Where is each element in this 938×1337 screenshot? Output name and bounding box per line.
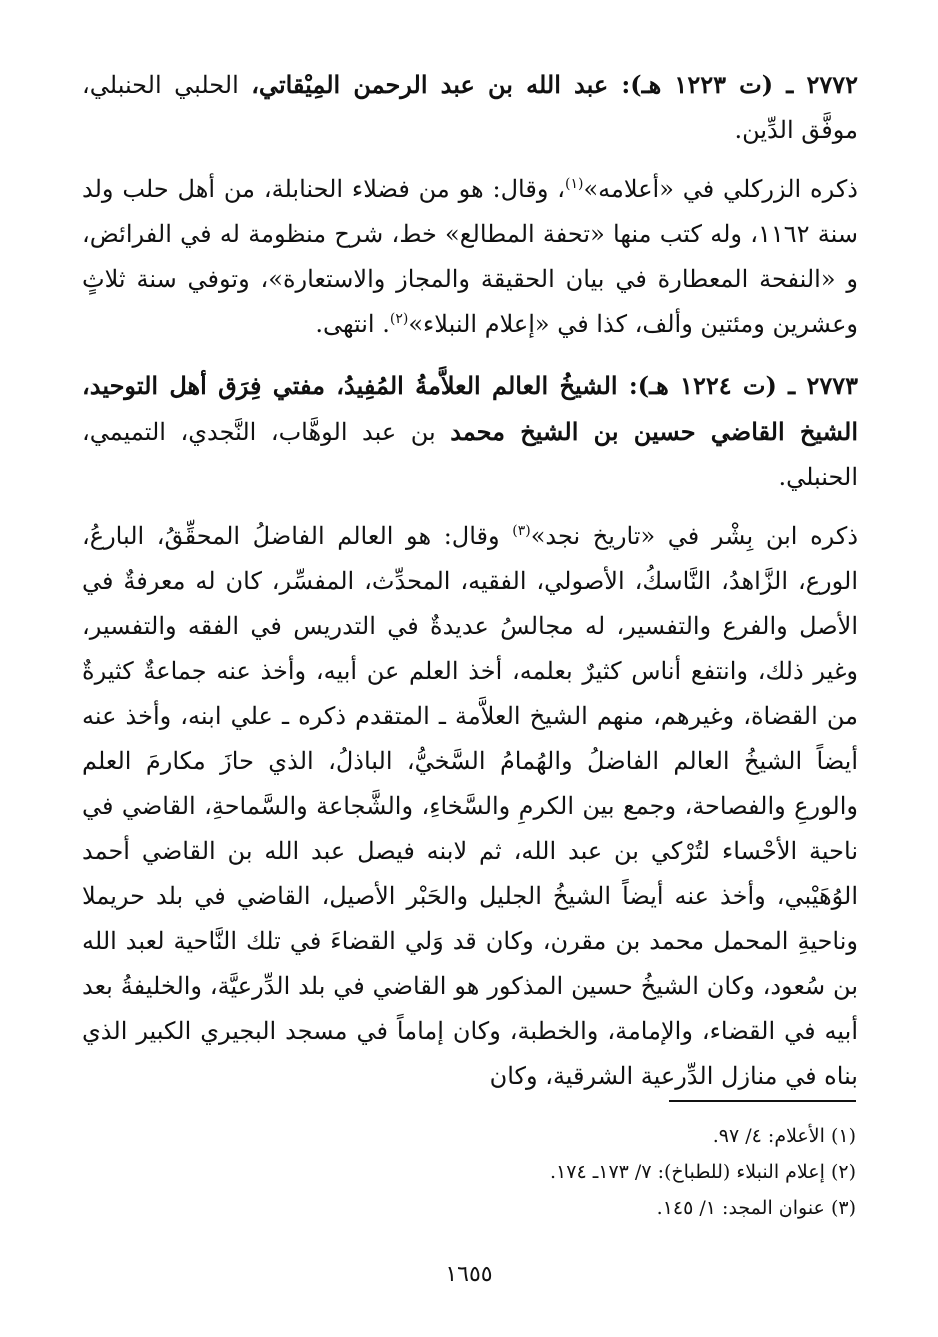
- entry-2772-paragraph: [82, 167, 858, 347]
- entry-2773-title: ٢٧٧٣ ـ (ت ١٢٢٤ هـ): الشيخُ العالم العلاَّمةُ المُفِيدُ، مفتي فِرَق أهل التوحيد، الشيخ القاضي حسين بن الشيخ محمد: [82, 371, 859, 446]
- footnote-ref-1: (١): [565, 176, 584, 192]
- entry-2773-text-b: وقال: هو العالم الفاضلُ المحقِّقُ، البارعُ، الورع، الزَّاهدُ، النَّاسكُ، الأصولي، الفقيه، المحدِّث، المفسِّر، كان له معرفةٌ في الأصل والفرع والتفسير، له مجالسُ عديدةٌ في التدريس في الفقه والتفسير، وغير ذلك، وانتفع أناس كثيرٌ بعلمه، أخذ العلم عن أبيه، وأخذ عنه جماعةٌ كثيرةٌ من القضاة، وغيرهم، منهم الشيخ العلاَّمة ـ المتقدم ذكره ـ علي ابنه، وأخذ عنه أيضاً الشيخُ العالم الفاضلُ والهُمامُ السَّخيُّ، الباذلُ، الذي حازَ مكارمَ العلم والورعِ والفصاحة، وجمع بين الكرمِ والسَّخاءِ، والشَّجاعة والسَّماحةِ، القاضي في ناحية الأحْساء لتُرْكي بن عبد الله، ثم لابنه فيصل عبد الله بن القاضي أحمد الوُهَيْبي، وأخذ عنه أيضاً الشيخُ الجليل والحَبْر الأصيل، القاضي في بلد حريملا وناحيةِ المحمل محمد بن مقرن، وكان قد وَلي القضاءَ في تلك النَّاحية لعبد الله بن سُعود، وكان الشيخُ حسين المذكور هو القاضي في بلد الدِّرعيَّة، والخليفةُ بعد أبيه في القضاء، والإمامة، والخطبة، وكان إماماً في مسجد البجيري الكبير الذي بناه في منازل الدِّرعية الشرقية، وكان: [82, 522, 859, 1090]
- footnote-item: [256, 1118, 856, 1154]
- footnotes: [256, 1118, 856, 1226]
- entry-2773-text-a: ذكره ابن بِشْر في «تاريخ نجد»: [530, 522, 858, 550]
- entry-2772-heading: [82, 62, 858, 153]
- page-number: ١٦٥٥: [445, 1262, 493, 1287]
- footnote-number: (٢): [830, 1161, 856, 1183]
- footnote-text: الأعلام: ٤/ ٩٧.: [712, 1125, 825, 1147]
- footnote-text: إعلام النبلاء (للطباخ): ٧/ ١٧٣ـ ١٧٤.: [549, 1161, 825, 1183]
- footnote-divider: [669, 1100, 856, 1102]
- entry-2773-paragraph: [82, 514, 858, 1099]
- page-body: [82, 62, 858, 1115]
- entry-2772-text-c: . انتهى.: [315, 310, 390, 338]
- footnote-number: (١): [830, 1125, 856, 1147]
- entry-2772-text-a: ذكره الزركلي في «أعلامه»: [583, 175, 858, 203]
- footnote-ref-3: (٣): [512, 523, 531, 539]
- footnote-number: (٣): [830, 1197, 856, 1219]
- entry-2772-title-rest: الحلبي الحنبلي، موفَّق الدِّين.: [82, 71, 858, 144]
- entry-2773-title-rest: بن عبد الوهَّاب، النَّجدي، التميمي، الحنبلي.: [82, 418, 858, 491]
- entry-2772-title: ٢٧٧٢ ـ (ت ١٢٢٣ هـ): عبد الله بن عبد الرحمن المِيْقاتي،: [251, 70, 858, 99]
- footnote-item: [256, 1154, 856, 1190]
- entry-2772-text-b: ، وقال: هو من فضلاء الحنابلة، من أهل حلب ولد سنة ١١٦٢، وله كتب منها «تحفة المطالع» خط، شرح منظومة له في الفرائض، و «النفحة المعطارة في بيان الحقيقة والمجاز والاستعارة»، وتوفي سنة ثلاثٍ وعشرين ومئتين وألف، كذا في «إعلام النبلاء»: [82, 175, 858, 338]
- entry-2773-heading: [82, 363, 858, 500]
- footnote-ref-2: (٢): [389, 311, 409, 327]
- footnote-item: [256, 1190, 856, 1226]
- footnote-text: عنوان المجد: ١/ ١٤٥.: [656, 1197, 825, 1219]
